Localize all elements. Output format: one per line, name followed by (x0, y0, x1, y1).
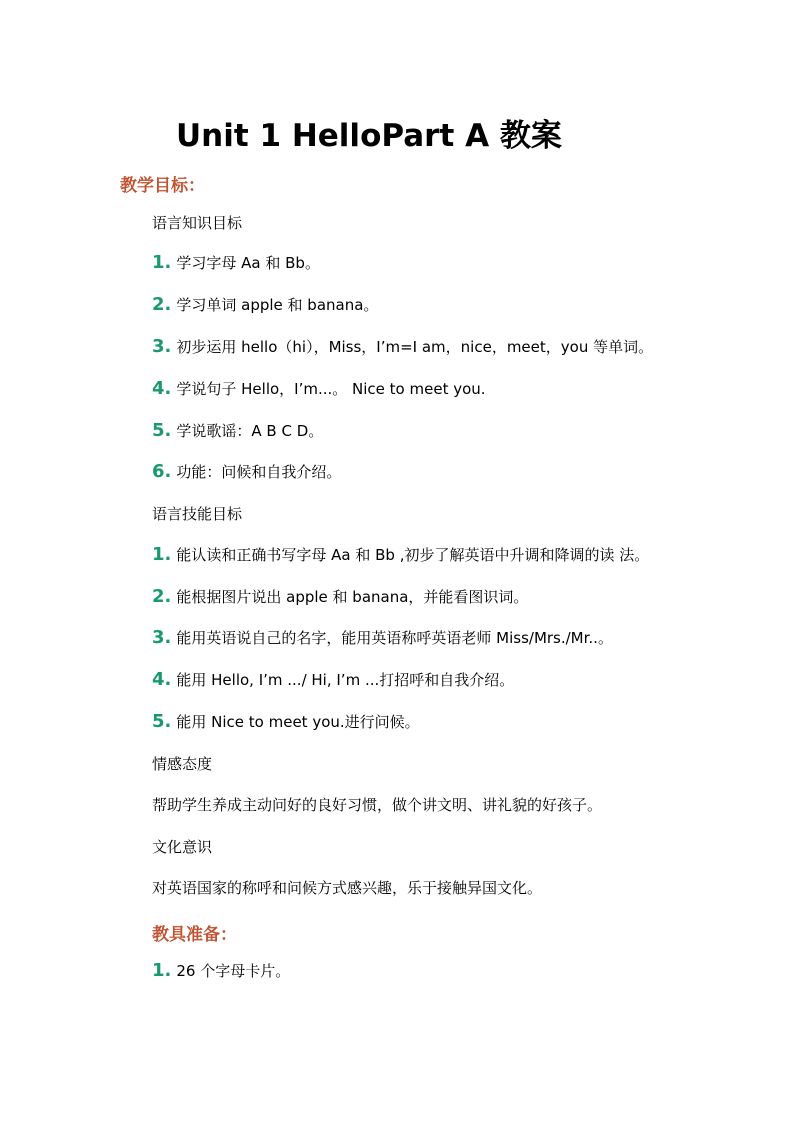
list-item-text: 能认读和正确书写字母 Aa 和 Bb ,初步了解英语中升调和降调的读 法。 (176, 546, 650, 564)
list-item-text: 能根据图片说出 apple 和 banana，并能看图识词。 (176, 588, 529, 606)
list-item (152, 295, 378, 315)
list-item-number: 2. (152, 586, 172, 607)
objectives-heading: 教学目标： (120, 176, 205, 196)
list-item (152, 961, 290, 981)
attitude-text: 帮助学生养成主动问好的良好习惯，做个讲文明、讲礼貌的好孩子。 (152, 796, 603, 814)
list-item-text: 功能：问候和自我介绍。 (176, 463, 342, 481)
culture-text: 对英语国家的称呼和问候方式感兴趣，乐于接触异国文化。 (152, 879, 543, 897)
list-item (152, 670, 514, 690)
list-item (152, 337, 653, 357)
list-item-number: 4. (152, 669, 172, 690)
list-item (152, 587, 528, 607)
list-item-text: 26 个字母卡片。 (176, 962, 291, 980)
list-item-text: 学说歌谣：A B C D。 (176, 422, 324, 440)
list-item (152, 462, 341, 482)
list-item-number: 2. (152, 294, 172, 315)
list-item (152, 379, 486, 399)
list-item-number: 1. (152, 252, 172, 273)
list-item (152, 712, 420, 732)
list-item-text: 能用 Hello, I’m .../ Hi, I’m ...打招呼和自我介绍。 (176, 671, 515, 689)
list-item-text: 初步运用 hello（hi），Miss，I’m=I am，nice，meet，you 等单词。 (176, 338, 654, 356)
list-item-text: 学习字母 Aa 和 Bb。 (176, 254, 320, 272)
list-item (152, 545, 649, 565)
list-item (152, 421, 323, 441)
list-item-number: 3. (152, 336, 172, 357)
list-item-number: 6. (152, 461, 172, 482)
culture-heading: 文化意识 (152, 838, 213, 856)
language-skills-heading: 语言技能目标 (152, 505, 243, 523)
language-knowledge-heading: 语言知识目标 (152, 214, 243, 232)
list-item-number: 4. (152, 378, 172, 399)
list-item (152, 628, 613, 648)
list-item (152, 253, 320, 273)
list-item-number: 1. (152, 544, 172, 565)
list-item-text: 能用 Nice to meet you.进行问候。 (176, 713, 420, 731)
list-item-number: 5. (152, 420, 172, 441)
list-item-number: 1. (152, 960, 172, 981)
materials-heading: 教具准备： (152, 925, 237, 945)
list-item-text: 学说句子 Hello，I’m...。 Nice to meet you. (176, 380, 486, 398)
attitude-heading: 情感态度 (152, 755, 213, 773)
list-item-text: 学习单词 apple 和 banana。 (176, 296, 379, 314)
list-item-number: 5. (152, 711, 172, 732)
document-title: Unit 1 HelloPart A 教案 (176, 118, 562, 154)
list-item-text: 能用英语说自己的名字，能用英语称呼英语老师 Miss/Mrs./Mr..。 (176, 629, 613, 647)
list-item-number: 3. (152, 627, 172, 648)
